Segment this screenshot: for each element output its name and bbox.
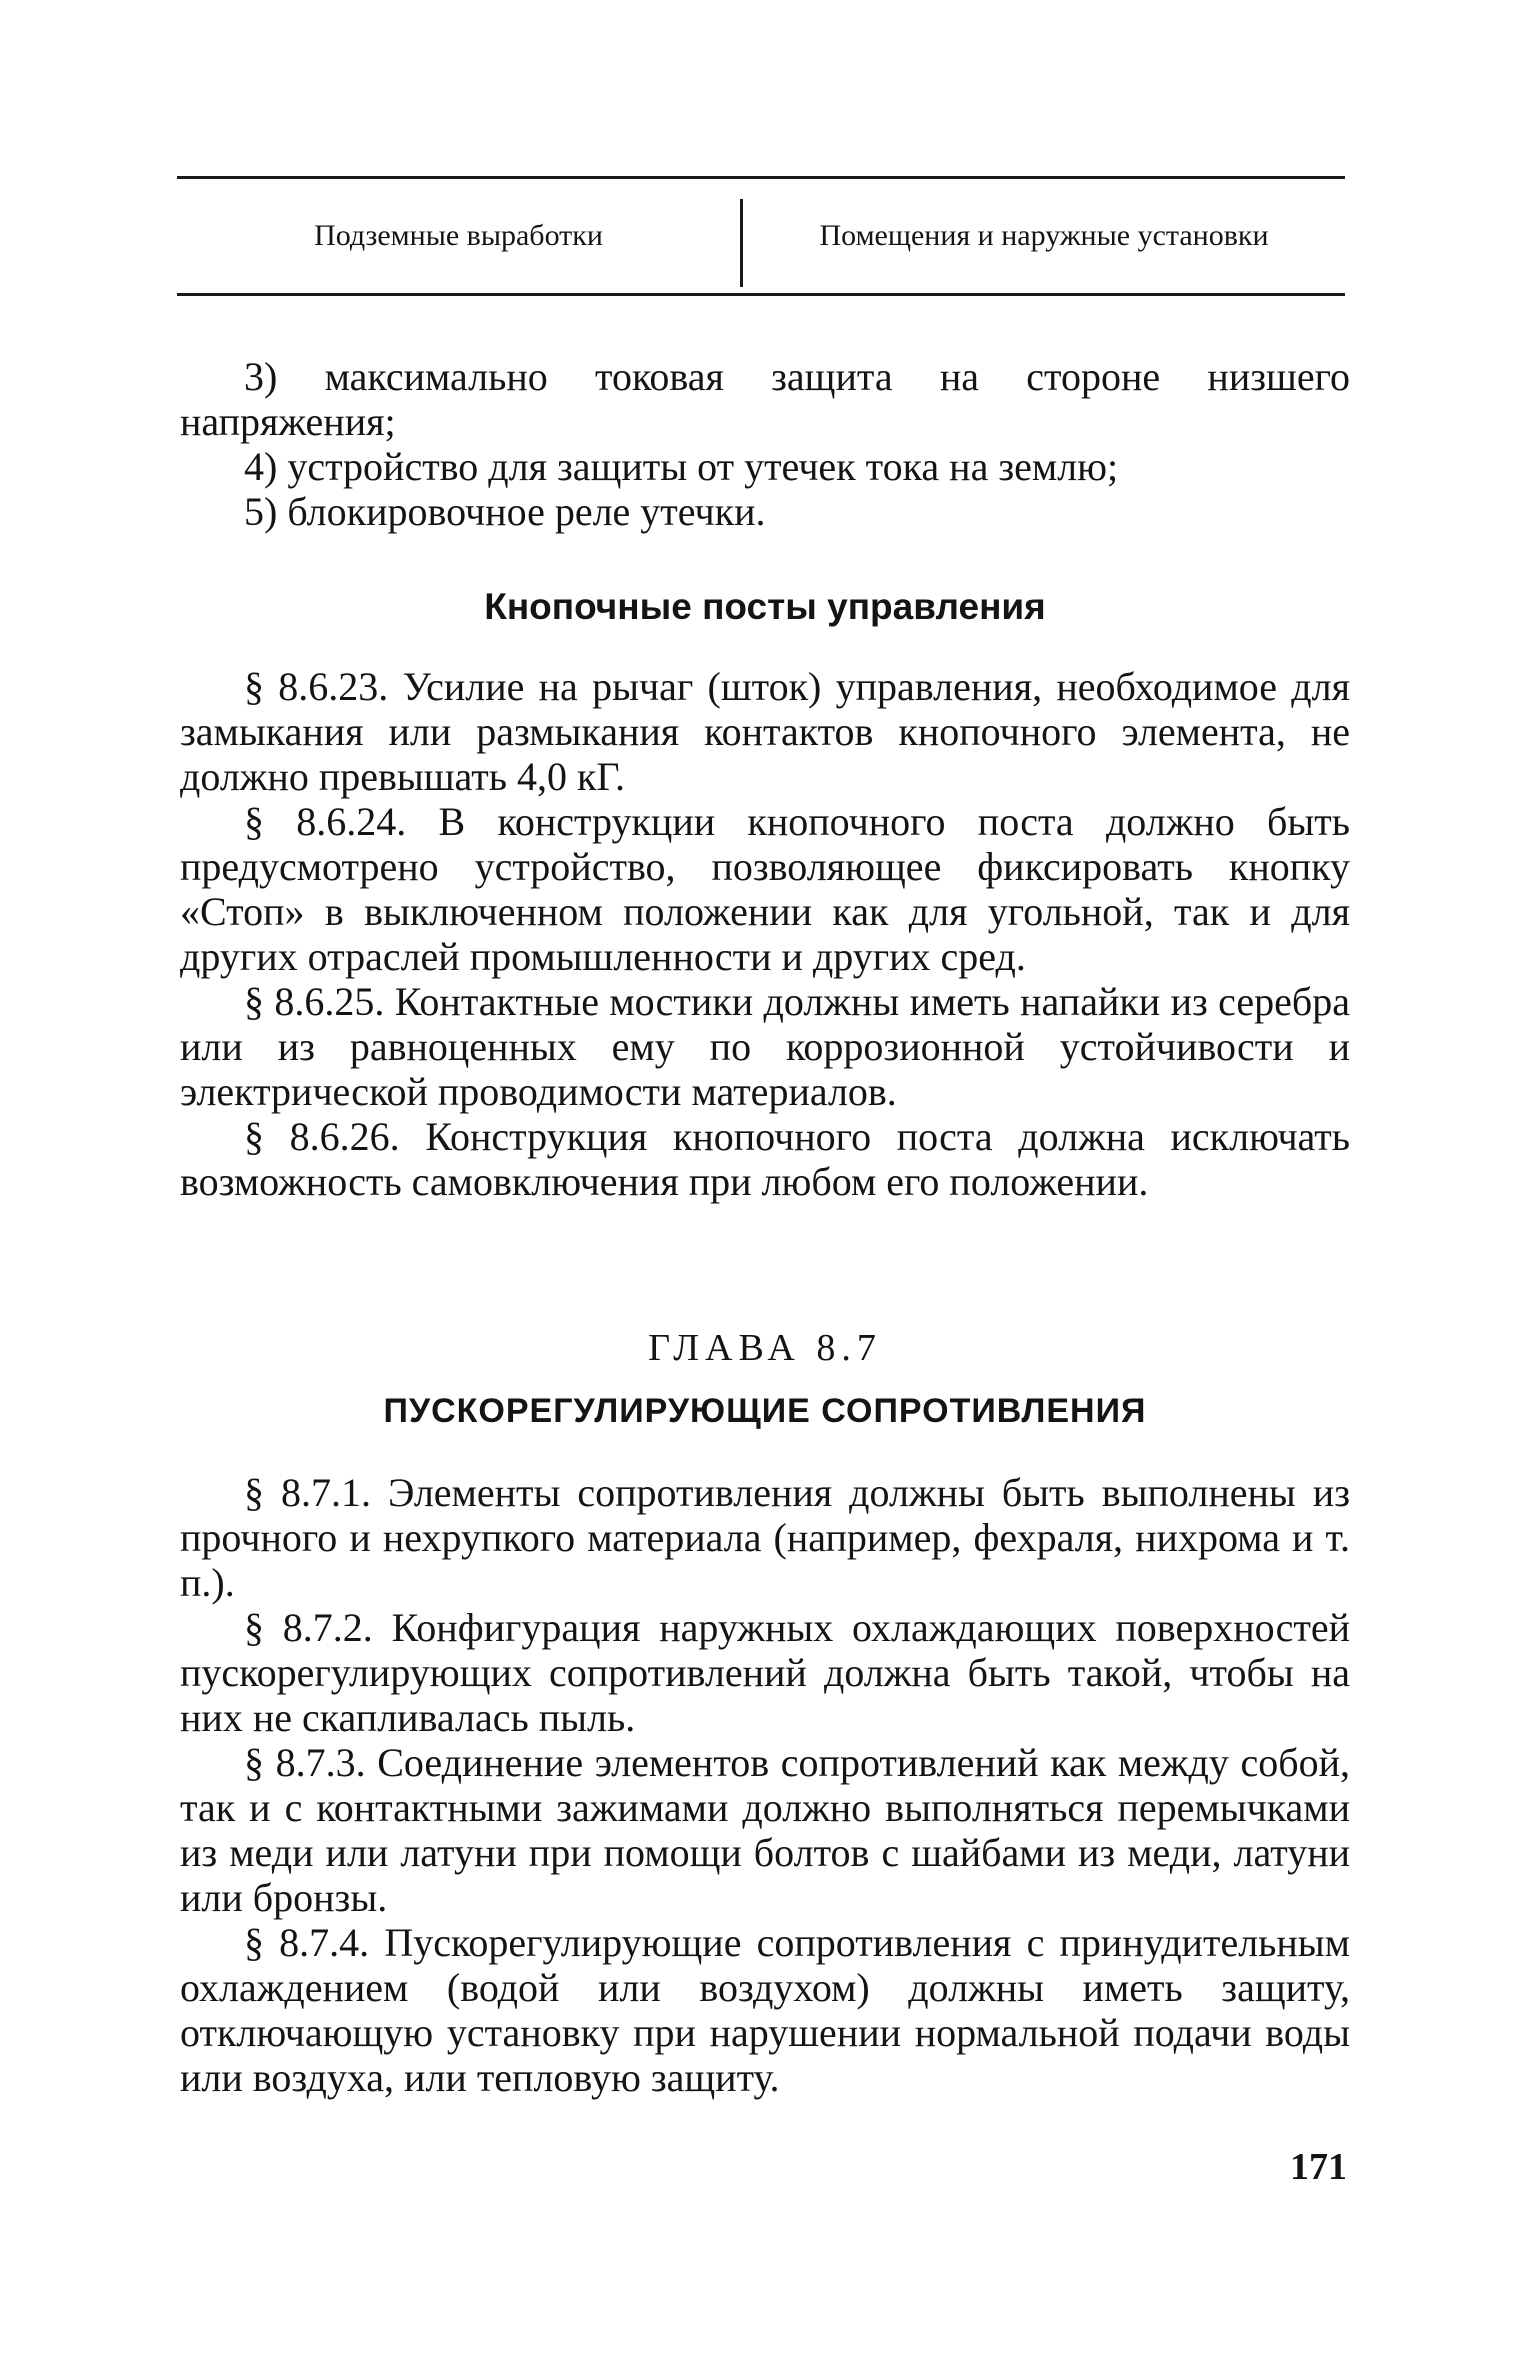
list-item: 4) устройство для защиты от утечек тока на землю;: [244, 444, 1119, 489]
list-item: 3) максимально токовая защита на стороне низшего напряжения;: [180, 354, 1350, 444]
paragraph-8-6-25: § 8.6.25. Контактные мостики должны иметь напайки из серебра или из равноценных ему по коррозионной устойчивости и электрической проводимости материалов.: [180, 979, 1350, 1114]
section-paragraphs: [180, 664, 1350, 1204]
paragraph-8-6-24: § 8.6.24. В конструкции кнопочного поста должно быть предусмотрено устройство, позволяющее фиксировать кнопку «Стоп» в выключенном положении как для угольной, так и для других отраслей промышленности и других сред.: [180, 799, 1350, 979]
paragraph-8-7-4: § 8.7.4. Пускорегулирующие сопротивления с принудительным охлаждением (водой или воздухом) должны иметь защиту, отключающую установку при нарушении нормальной подачи воды или воздуха, или тепловую защиту.: [180, 1920, 1350, 2100]
page-number: 171: [1290, 2146, 1347, 2188]
list-item: 5) блокировочное реле утечки.: [244, 489, 766, 534]
paragraph-8-6-26: § 8.6.26. Конструкция кнопочного поста должна исключать возможность самовключения при любом его положении.: [180, 1114, 1350, 1204]
section-heading: Кнопочные посты управления: [484, 586, 1046, 627]
chapter-title: ПУСКОРЕГУЛИРУЮЩИЕ СОПРОТИВЛЕНИЯ: [383, 1392, 1147, 1430]
paragraph-8-7-3: § 8.7.3. Соединение элементов сопротивлений как между собой, так и с контактными зажимами должно выполняться перемычками из меди или латуни при помощи болтов с шайбами из меди, латуни или бронзы.: [180, 1740, 1350, 1920]
chapter-label: ГЛАВА 8.7: [648, 1327, 882, 1369]
protection-list: [180, 354, 1350, 534]
chapter-paragraphs: [180, 1470, 1350, 2100]
paragraph-8-6-23: § 8.6.23. Усилие на рычаг (шток) управления, необходимое для замыкания или размыкания контактов кнопочного элемента, не должно превышать 4,0 кГ.: [180, 664, 1350, 799]
header-right-column: Помещения и наружные установки: [819, 219, 1269, 252]
header-left-column: Подземные выработки: [314, 219, 603, 252]
running-header: [177, 176, 1345, 296]
paragraph-8-7-1: § 8.7.1. Элементы сопротивления должны быть выполнены из прочного и нехрупкого материала (например, фехраля, нихрома и т. п.).: [180, 1470, 1350, 1605]
paragraph-8-7-2: § 8.7.2. Конфигурация наружных охлаждающих поверхностей пускорегулирующих сопротивлений должна быть такой, чтобы на них не скапливалась пыль.: [180, 1605, 1350, 1740]
